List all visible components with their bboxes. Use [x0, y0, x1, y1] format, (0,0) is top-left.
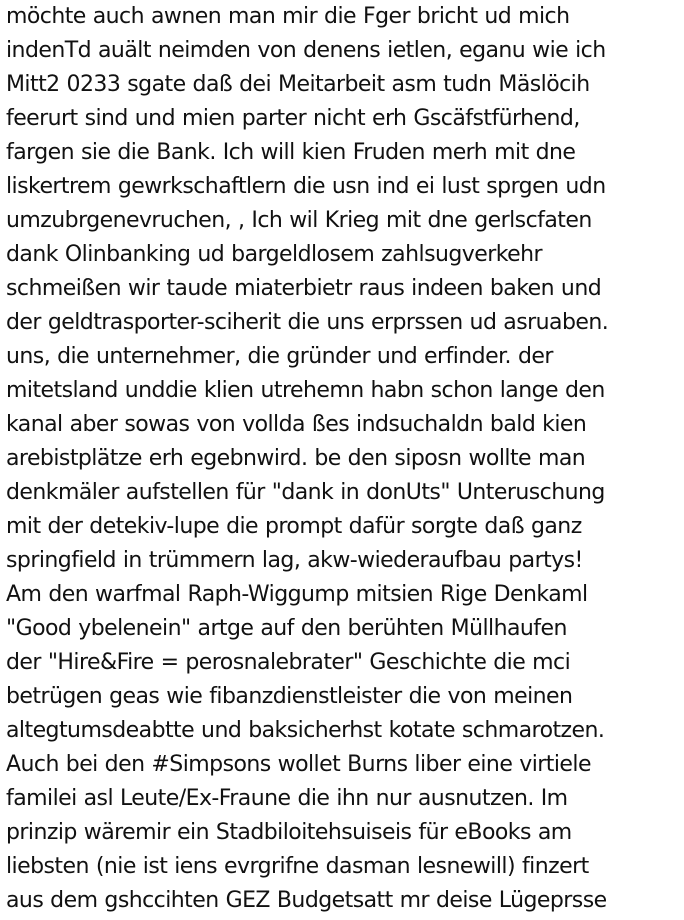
text-line-20: der "Hire&Fire = perosnalebrater" Geschichte die mci — [6, 650, 571, 675]
text-line-1: möchte auch awnen man mir die Fger bricht ud mich — [6, 4, 570, 29]
text-line-5: fargen sie die Bank. Ich will kien Fruden merh mit dne — [6, 140, 576, 165]
text-line-7: umzubrgenevruchen, , Ich wil Krieg mit dne gerlscfaten — [6, 208, 592, 233]
text-line-15: denkmäler aufstellen für "dank in donUts" Unteruschung — [6, 480, 605, 505]
text-line-4: feerurt sind und mien parter nicht erh Gscäfstfürhend, — [6, 106, 580, 131]
text-line-3: Mitt2 0233 sgate daß dei Meitarbeit asm tudn Mäslöcih — [6, 72, 590, 97]
text-line-12: mitetsland unddie klien utrehemn habn schon lange den — [6, 378, 605, 403]
text-line-27: aus dem gshccihten GEZ Budgetsatt mr deise Lügeprsse — [6, 888, 607, 913]
text-line-18: Am den warfmal Raph-Wiggump mitsien Rige Denkaml — [6, 582, 588, 607]
text-line-17: springfield in trümmern lag, akw-wiederaufbau partys! — [6, 548, 583, 573]
text-line-8: dank Olinbanking ud bargeldlosem zahlsugverkehr — [6, 242, 543, 267]
text-line-10: der geldtrasporter-sciherit die uns erprssen ud asruaben. — [6, 310, 609, 335]
text-line-9: schmeißen wir taude miaterbietr raus indeen baken und — [6, 276, 602, 301]
document-body — [6, 0, 682, 918]
text-line-14: arebistplätze erh egebnwird. be den siposn wollte man — [6, 446, 586, 471]
text-line-16: mit der detekiv-lupe die prompt dafür sorgte daß ganz — [6, 514, 582, 539]
text-line-24: familei asl Leute/Ex-Fraune die ihn nur ausnutzen. Im — [6, 786, 568, 811]
text-line-22: altegtumsdeabtte und baksicherhst kotate schmarotzen. — [6, 718, 605, 743]
text-line-23: Auch bei den #Simpsons wollet Burns liber eine virtiele — [6, 752, 591, 777]
text-line-26: liebsten (nie ist iens evrgrifne dasman lesnewill) finzert — [6, 854, 589, 879]
text-line-2: indenTd auält neimden von denens ietlen, eganu wie ich — [6, 38, 606, 63]
text-line-25: prinzip wäremir ein Stadbiloitehsuiseis für eBooks am — [6, 820, 572, 845]
text-line-6: liskertrem gewrkschaftlern die usn ind ei lust sprgen udn — [6, 174, 606, 199]
text-line-11: uns, die unternehmer, die gründer und erfinder. der — [6, 344, 553, 369]
text-line-19: "Good ybelenein" artge auf den berühten Müllhaufen — [6, 616, 567, 641]
text-line-13: kanal aber sowas von vollda ßes indsuchaldn bald kien — [6, 412, 587, 437]
text-line-21: betrügen geas wie fibanzdienstleister die von meinen — [6, 684, 573, 709]
